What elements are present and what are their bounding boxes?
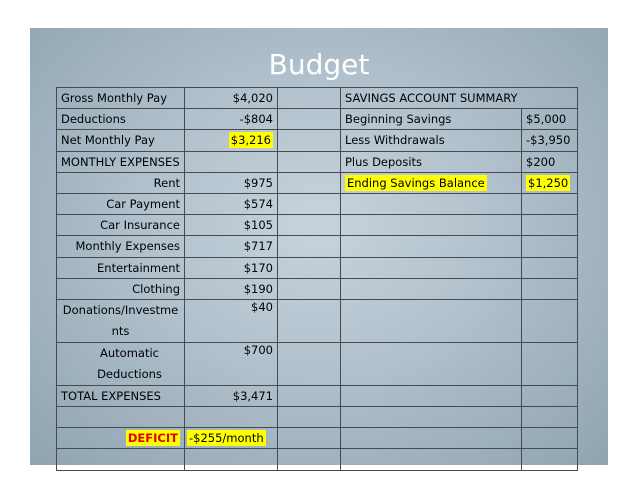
empty-cell [341,342,522,385]
spacer-cell [278,299,341,342]
expense-value: $105 [185,215,278,236]
monthly-expenses-header: MONTHLY EXPENSES [57,151,185,172]
spacer-cell [278,342,341,385]
table-row [57,385,578,406]
empty-cell [522,236,578,257]
spacer-cell [278,428,341,449]
deficit-value: -$255/month [189,431,264,446]
gross-pay-label: Gross Monthly Pay [57,88,185,109]
expense-label: Entertainment [57,257,185,278]
empty-cell [57,449,185,470]
empty-cell [341,236,522,257]
spacer-cell [278,278,341,299]
empty-cell [341,385,522,406]
beginning-savings-value: $5,000 [522,109,578,130]
deficit-label-cell [57,428,185,449]
expense-label: Donations/Investments [57,299,185,342]
table-row [57,236,578,257]
spacer-cell [278,215,341,236]
table-row [57,278,578,299]
expense-value: $700 [185,342,278,385]
net-pay-value: $3,216 [230,133,271,148]
empty-cell [522,385,578,406]
spacer-cell [278,449,341,470]
ending-balance-cell [341,172,522,193]
empty-cell [522,257,578,278]
table-row [57,342,578,385]
table-row [57,88,578,109]
empty-cell [522,407,578,428]
empty-cell [341,215,522,236]
expense-label: Clothing [57,278,185,299]
table-row [57,215,578,236]
total-expenses-value: $3,471 [185,385,278,406]
expense-label: Automatic Deductions [57,342,185,385]
expense-label: Monthly Expenses [57,236,185,257]
spacer-cell [278,88,341,109]
expense-value: $40 [185,299,278,342]
expense-value: $975 [185,172,278,193]
savings-summary-header: SAVINGS ACCOUNT SUMMARY [341,88,578,109]
empty-cell [522,449,578,470]
empty-cell [185,151,278,172]
expense-value: $574 [185,193,278,214]
table-row [57,151,578,172]
table-row [57,257,578,278]
ending-balance-value-cell [522,172,578,193]
budget-table [56,87,578,471]
empty-cell [522,193,578,214]
deficit-value-cell [185,428,278,449]
empty-cell [341,428,522,449]
expense-label: Car Payment [57,193,185,214]
withdrawals-value: -$3,950 [522,130,578,151]
empty-cell [341,407,522,428]
net-pay-cell [185,130,278,151]
deductions-label: Deductions [57,109,185,130]
ending-balance-label: Ending Savings Balance [347,175,485,190]
table-row [57,449,578,470]
empty-cell [522,428,578,449]
withdrawals-label: Less Withdrawals [341,130,522,151]
empty-cell [341,449,522,470]
spacer-cell [278,172,341,193]
table-row [57,193,578,214]
spacer-cell [278,151,341,172]
total-expenses-label: TOTAL EXPENSES [57,385,185,406]
deductions-value: -$804 [185,109,278,130]
deposits-label: Plus Deposits [341,151,522,172]
spacer-cell [278,407,341,428]
empty-cell [522,342,578,385]
deficit-label: DEFICIT [127,431,178,446]
spacer-cell [278,109,341,130]
empty-cell [522,299,578,342]
spacer-cell [278,193,341,214]
expense-label: Car Insurance [57,215,185,236]
table-row [57,130,578,151]
deposits-value: $200 [522,151,578,172]
table-row [57,428,578,449]
table-row [57,109,578,130]
table-row [57,299,578,342]
table-row [57,172,578,193]
expense-value: $717 [185,236,278,257]
expense-label: Rent [57,172,185,193]
spacer-cell [278,236,341,257]
table-row [57,407,578,428]
gross-pay-value: $4,020 [185,88,278,109]
empty-cell [341,257,522,278]
spacer-cell [278,257,341,278]
spacer-cell [278,385,341,406]
expense-value: $170 [185,257,278,278]
empty-cell [522,278,578,299]
slide-title: Budget [268,48,370,81]
expense-value: $190 [185,278,278,299]
beginning-savings-label: Beginning Savings [341,109,522,130]
empty-cell [341,278,522,299]
empty-cell [57,407,185,428]
empty-cell [341,299,522,342]
empty-cell [341,193,522,214]
empty-cell [185,449,278,470]
spacer-cell [278,130,341,151]
empty-cell [185,407,278,428]
ending-balance-value: $1,250 [528,175,569,190]
net-pay-label: Net Monthly Pay [57,130,185,151]
empty-cell [522,215,578,236]
